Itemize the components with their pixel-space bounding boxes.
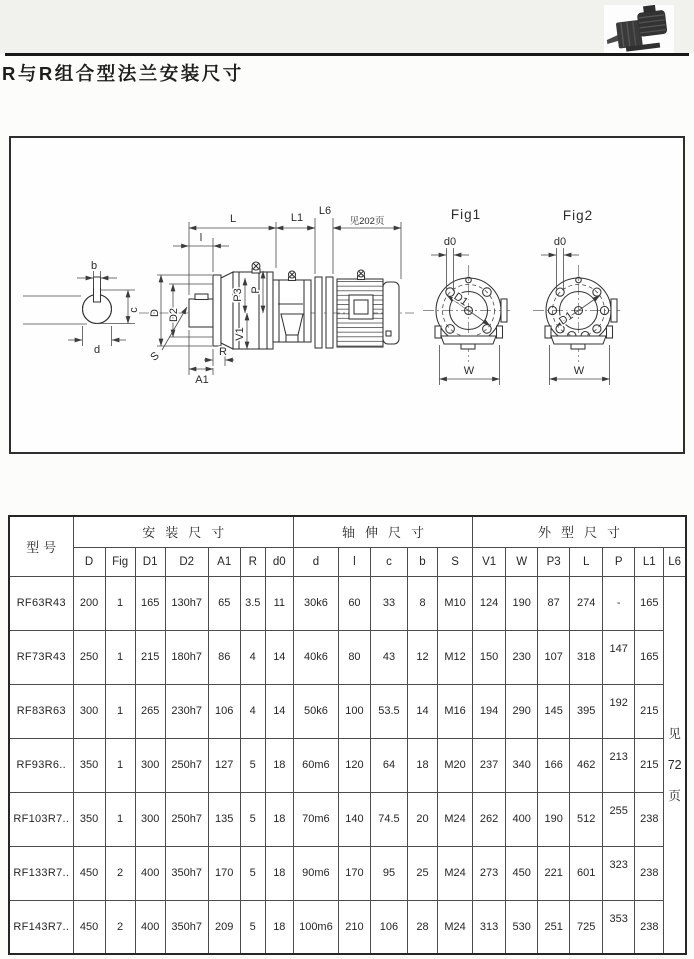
dim-label-D: D xyxy=(149,309,161,317)
table-cell: 215 xyxy=(635,738,664,792)
dim-label-V1: V1 xyxy=(234,327,246,341)
model-header: 型号 xyxy=(9,516,73,576)
table-cell: 5 xyxy=(240,846,265,900)
dim-label-S: S xyxy=(148,349,162,364)
table-cell: 28 xyxy=(407,900,437,954)
table-cell: 18 xyxy=(265,792,293,846)
table-cell: 350 xyxy=(73,792,105,846)
table-cell: 43 xyxy=(370,630,407,684)
table-cell: 150 xyxy=(473,630,506,684)
table-cell: 350h7 xyxy=(165,900,208,954)
dim-label-L6: L6 xyxy=(318,205,332,217)
table-cell: 140 xyxy=(338,792,370,846)
table-cell: 213 xyxy=(603,738,635,792)
column-header-D1: D1 xyxy=(135,547,165,576)
dimension-table xyxy=(8,515,687,955)
table-cell: 350 xyxy=(73,738,105,792)
table-cell: 14 xyxy=(265,684,293,738)
table-cell: 90m6 xyxy=(293,846,338,900)
table-cell: 230h7 xyxy=(165,684,208,738)
table-cell: 87 xyxy=(538,576,570,630)
table-cell: 194 xyxy=(473,684,506,738)
dim-label-d0-fig1: d0 xyxy=(443,236,457,248)
table-cell: 60m6 xyxy=(293,738,338,792)
note-line: 见 xyxy=(668,726,681,741)
fig2-view xyxy=(533,208,622,385)
table-cell: 145 xyxy=(538,684,570,738)
model-cell: RF103R7.. xyxy=(9,792,73,846)
table-cell: 400 xyxy=(506,792,538,846)
table-cell: 209 xyxy=(208,900,240,954)
table-cell: 180h7 xyxy=(165,630,208,684)
table-cell: 300 xyxy=(135,792,165,846)
dim-label-L: L xyxy=(229,213,237,225)
table-cell: 255 xyxy=(603,792,635,846)
column-header-l: l xyxy=(338,547,370,576)
table-cell: 512 xyxy=(570,792,603,846)
fig2-label: Fig2 xyxy=(562,208,594,223)
model-cell: RF143R7.. xyxy=(9,900,73,954)
group-header-shaft: 轴伸尺寸 xyxy=(293,516,472,547)
table-cell: M12 xyxy=(438,630,473,684)
table-cell: 100 xyxy=(338,684,370,738)
dim-label-D1-fig2: D1 xyxy=(557,309,576,328)
dim-label-c: c xyxy=(128,307,140,313)
table-cell: 165 xyxy=(635,576,664,630)
column-header-b: b xyxy=(407,547,437,576)
column-header-d: d xyxy=(293,547,338,576)
dim-label-L1: L1 xyxy=(290,212,304,224)
column-header-L6: L6 xyxy=(664,547,686,576)
table-cell: 265 xyxy=(135,684,165,738)
table-cell: 450 xyxy=(73,900,105,954)
table-cell: 350h7 xyxy=(165,846,208,900)
table-cell: 53.5 xyxy=(370,684,407,738)
table-cell: 1 xyxy=(105,738,135,792)
table-cell: 33 xyxy=(370,576,407,630)
table-cell: 166 xyxy=(538,738,570,792)
table-cell: 170 xyxy=(208,846,240,900)
model-cell: RF63R43 xyxy=(9,576,73,630)
table-row xyxy=(9,846,686,900)
table-cell: 190 xyxy=(506,576,538,630)
column-header-A1: A1 xyxy=(208,547,240,576)
shaft-section-view xyxy=(23,260,140,356)
see-page-202-label: 见202页 xyxy=(349,216,385,227)
table-cell: 250h7 xyxy=(165,738,208,792)
dim-label-b: b xyxy=(90,260,98,272)
table-row xyxy=(9,576,686,630)
page-title: R与R组合型法兰安装尺寸 xyxy=(2,63,244,84)
model-cell: RF93R6.. xyxy=(9,738,73,792)
column-header-L1: L1 xyxy=(635,547,664,576)
column-header-D: D xyxy=(73,547,105,576)
table-cell: 4 xyxy=(240,630,265,684)
table-cell: 2 xyxy=(105,900,135,954)
dim-label-P: P xyxy=(250,286,262,294)
table-cell: 14 xyxy=(407,684,437,738)
column-header-L: L xyxy=(570,547,603,576)
table-cell: - xyxy=(603,576,635,630)
table-cell: 200 xyxy=(73,576,105,630)
table-cell: 273 xyxy=(473,846,506,900)
table-cell: 106 xyxy=(370,900,407,954)
table-cell: 40k6 xyxy=(293,630,338,684)
table-cell: 274 xyxy=(570,576,603,630)
see-page-72-note xyxy=(664,576,686,954)
dim-label-A1: A1 xyxy=(195,374,209,386)
table-cell: 5 xyxy=(240,792,265,846)
table-cell: 100m6 xyxy=(293,900,338,954)
dim-label-D1-fig1: D1 xyxy=(451,290,470,309)
table-cell: 80 xyxy=(338,630,370,684)
table-cell: 238 xyxy=(635,846,664,900)
table-row xyxy=(9,900,686,954)
group-header-overall: 外型尺寸 xyxy=(473,516,686,547)
table-cell: 127 xyxy=(208,738,240,792)
technical-drawing xyxy=(9,136,685,454)
table-cell: 65 xyxy=(208,576,240,630)
column-header-d0: d0 xyxy=(265,547,293,576)
dim-label-W-fig1: W xyxy=(463,365,475,377)
drawing-svg xyxy=(11,138,683,452)
note-line: 72 xyxy=(667,757,682,772)
column-header-P3: P3 xyxy=(538,547,570,576)
table-cell: 70m6 xyxy=(293,792,338,846)
table-cell: 18 xyxy=(407,738,437,792)
table-cell: 340 xyxy=(506,738,538,792)
table-cell: 170 xyxy=(338,846,370,900)
model-cell: RF73R43 xyxy=(9,630,73,684)
table-cell: 86 xyxy=(208,630,240,684)
table-cell: 210 xyxy=(338,900,370,954)
table-cell: 237 xyxy=(473,738,506,792)
table-cell: 5 xyxy=(240,900,265,954)
table-cell: 25 xyxy=(407,846,437,900)
column-header-V1: V1 xyxy=(473,547,506,576)
table-cell: 318 xyxy=(570,630,603,684)
table-cell: 530 xyxy=(506,900,538,954)
table-row xyxy=(9,792,686,846)
table-cell: 190 xyxy=(538,792,570,846)
table-cell: 12 xyxy=(407,630,437,684)
table-cell: M20 xyxy=(438,738,473,792)
side-view xyxy=(139,205,414,386)
table-cell: 250 xyxy=(73,630,105,684)
dim-label-R: R xyxy=(219,346,227,358)
table-cell: M10 xyxy=(438,576,473,630)
table-cell: M24 xyxy=(438,900,473,954)
table-cell: 5 xyxy=(240,738,265,792)
table-cell: 450 xyxy=(73,846,105,900)
table-cell: 215 xyxy=(635,684,664,738)
divider-line xyxy=(5,53,689,56)
table-cell: 462 xyxy=(570,738,603,792)
model-cell: RF83R63 xyxy=(9,684,73,738)
table-cell: 601 xyxy=(570,846,603,900)
table-cell: 30k6 xyxy=(293,576,338,630)
table-cell: 1 xyxy=(105,576,135,630)
table-cell: 1 xyxy=(105,684,135,738)
table-cell: 165 xyxy=(635,630,664,684)
gearmotor-photo xyxy=(604,5,674,53)
table-cell: 64 xyxy=(370,738,407,792)
table-cell: 300 xyxy=(73,684,105,738)
table-cell: 290 xyxy=(506,684,538,738)
table-cell: 95 xyxy=(370,846,407,900)
fig1-label: Fig1 xyxy=(450,207,482,222)
table-cell: 300 xyxy=(135,738,165,792)
table-cell: 221 xyxy=(538,846,570,900)
fig1-view xyxy=(423,207,512,385)
table-row xyxy=(9,738,686,792)
table-cell: 165 xyxy=(135,576,165,630)
table-cell: 1 xyxy=(105,792,135,846)
dim-label-d0-fig2: d0 xyxy=(553,236,567,248)
table-body xyxy=(9,576,686,954)
table-cell: 147 xyxy=(603,630,635,684)
column-header-Fig: Fig xyxy=(105,547,135,576)
table-cell: 262 xyxy=(473,792,506,846)
table-row xyxy=(9,684,686,738)
table-row xyxy=(9,630,686,684)
column-header-row xyxy=(9,547,686,576)
table-cell: 230 xyxy=(506,630,538,684)
table-cell: 11 xyxy=(265,576,293,630)
table-cell: 353 xyxy=(603,900,635,954)
dim-label-P3: P3 xyxy=(232,288,244,302)
dim-label-d: d xyxy=(93,344,101,356)
table-cell: 450 xyxy=(506,846,538,900)
table-cell: 250h7 xyxy=(165,792,208,846)
table-cell: 400 xyxy=(135,846,165,900)
table-cell: 130h7 xyxy=(165,576,208,630)
table-cell: 14 xyxy=(265,630,293,684)
table-cell: M24 xyxy=(438,792,473,846)
table-cell: 124 xyxy=(473,576,506,630)
model-cell: RF133R7.. xyxy=(9,846,73,900)
table-cell: 50k6 xyxy=(293,684,338,738)
dim-label-l: l xyxy=(199,232,203,244)
column-header-c: c xyxy=(370,547,407,576)
table-cell: 20 xyxy=(407,792,437,846)
table-cell: 8 xyxy=(407,576,437,630)
table-cell: 238 xyxy=(635,792,664,846)
column-header-D2: D2 xyxy=(165,547,208,576)
table-cell: 3.5 xyxy=(240,576,265,630)
table-cell: 18 xyxy=(265,900,293,954)
table-cell: 400 xyxy=(135,900,165,954)
table-cell: 725 xyxy=(570,900,603,954)
table-cell: 18 xyxy=(265,738,293,792)
table-cell: 251 xyxy=(538,900,570,954)
table-cell: 192 xyxy=(603,684,635,738)
gearmotor-photo-art xyxy=(604,5,674,53)
table-cell: 395 xyxy=(570,684,603,738)
note-line: 页 xyxy=(668,788,681,803)
table-cell: 18 xyxy=(265,846,293,900)
table-cell: 313 xyxy=(473,900,506,954)
table-cell: 106 xyxy=(208,684,240,738)
table-cell: 1 xyxy=(105,630,135,684)
table-cell: M24 xyxy=(438,846,473,900)
table-cell: 120 xyxy=(338,738,370,792)
top-strip xyxy=(0,0,694,53)
column-header-W: W xyxy=(506,547,538,576)
group-header-row xyxy=(9,516,686,547)
column-header-S: S xyxy=(438,547,473,576)
table-cell: 323 xyxy=(603,846,635,900)
column-header-P: P xyxy=(603,547,635,576)
table-cell: 107 xyxy=(538,630,570,684)
column-header-R: R xyxy=(240,547,265,576)
table-cell: 60 xyxy=(338,576,370,630)
table-cell: M16 xyxy=(438,684,473,738)
table-cell: 238 xyxy=(635,900,664,954)
table-cell: 215 xyxy=(135,630,165,684)
dim-label-W-fig2: W xyxy=(573,365,585,377)
table-cell: 135 xyxy=(208,792,240,846)
table-cell: 2 xyxy=(105,846,135,900)
table-cell: 74.5 xyxy=(370,792,407,846)
group-header-install: 安装尺寸 xyxy=(73,516,293,547)
dim-label-D2: D2 xyxy=(168,307,180,323)
table-cell: 4 xyxy=(240,684,265,738)
